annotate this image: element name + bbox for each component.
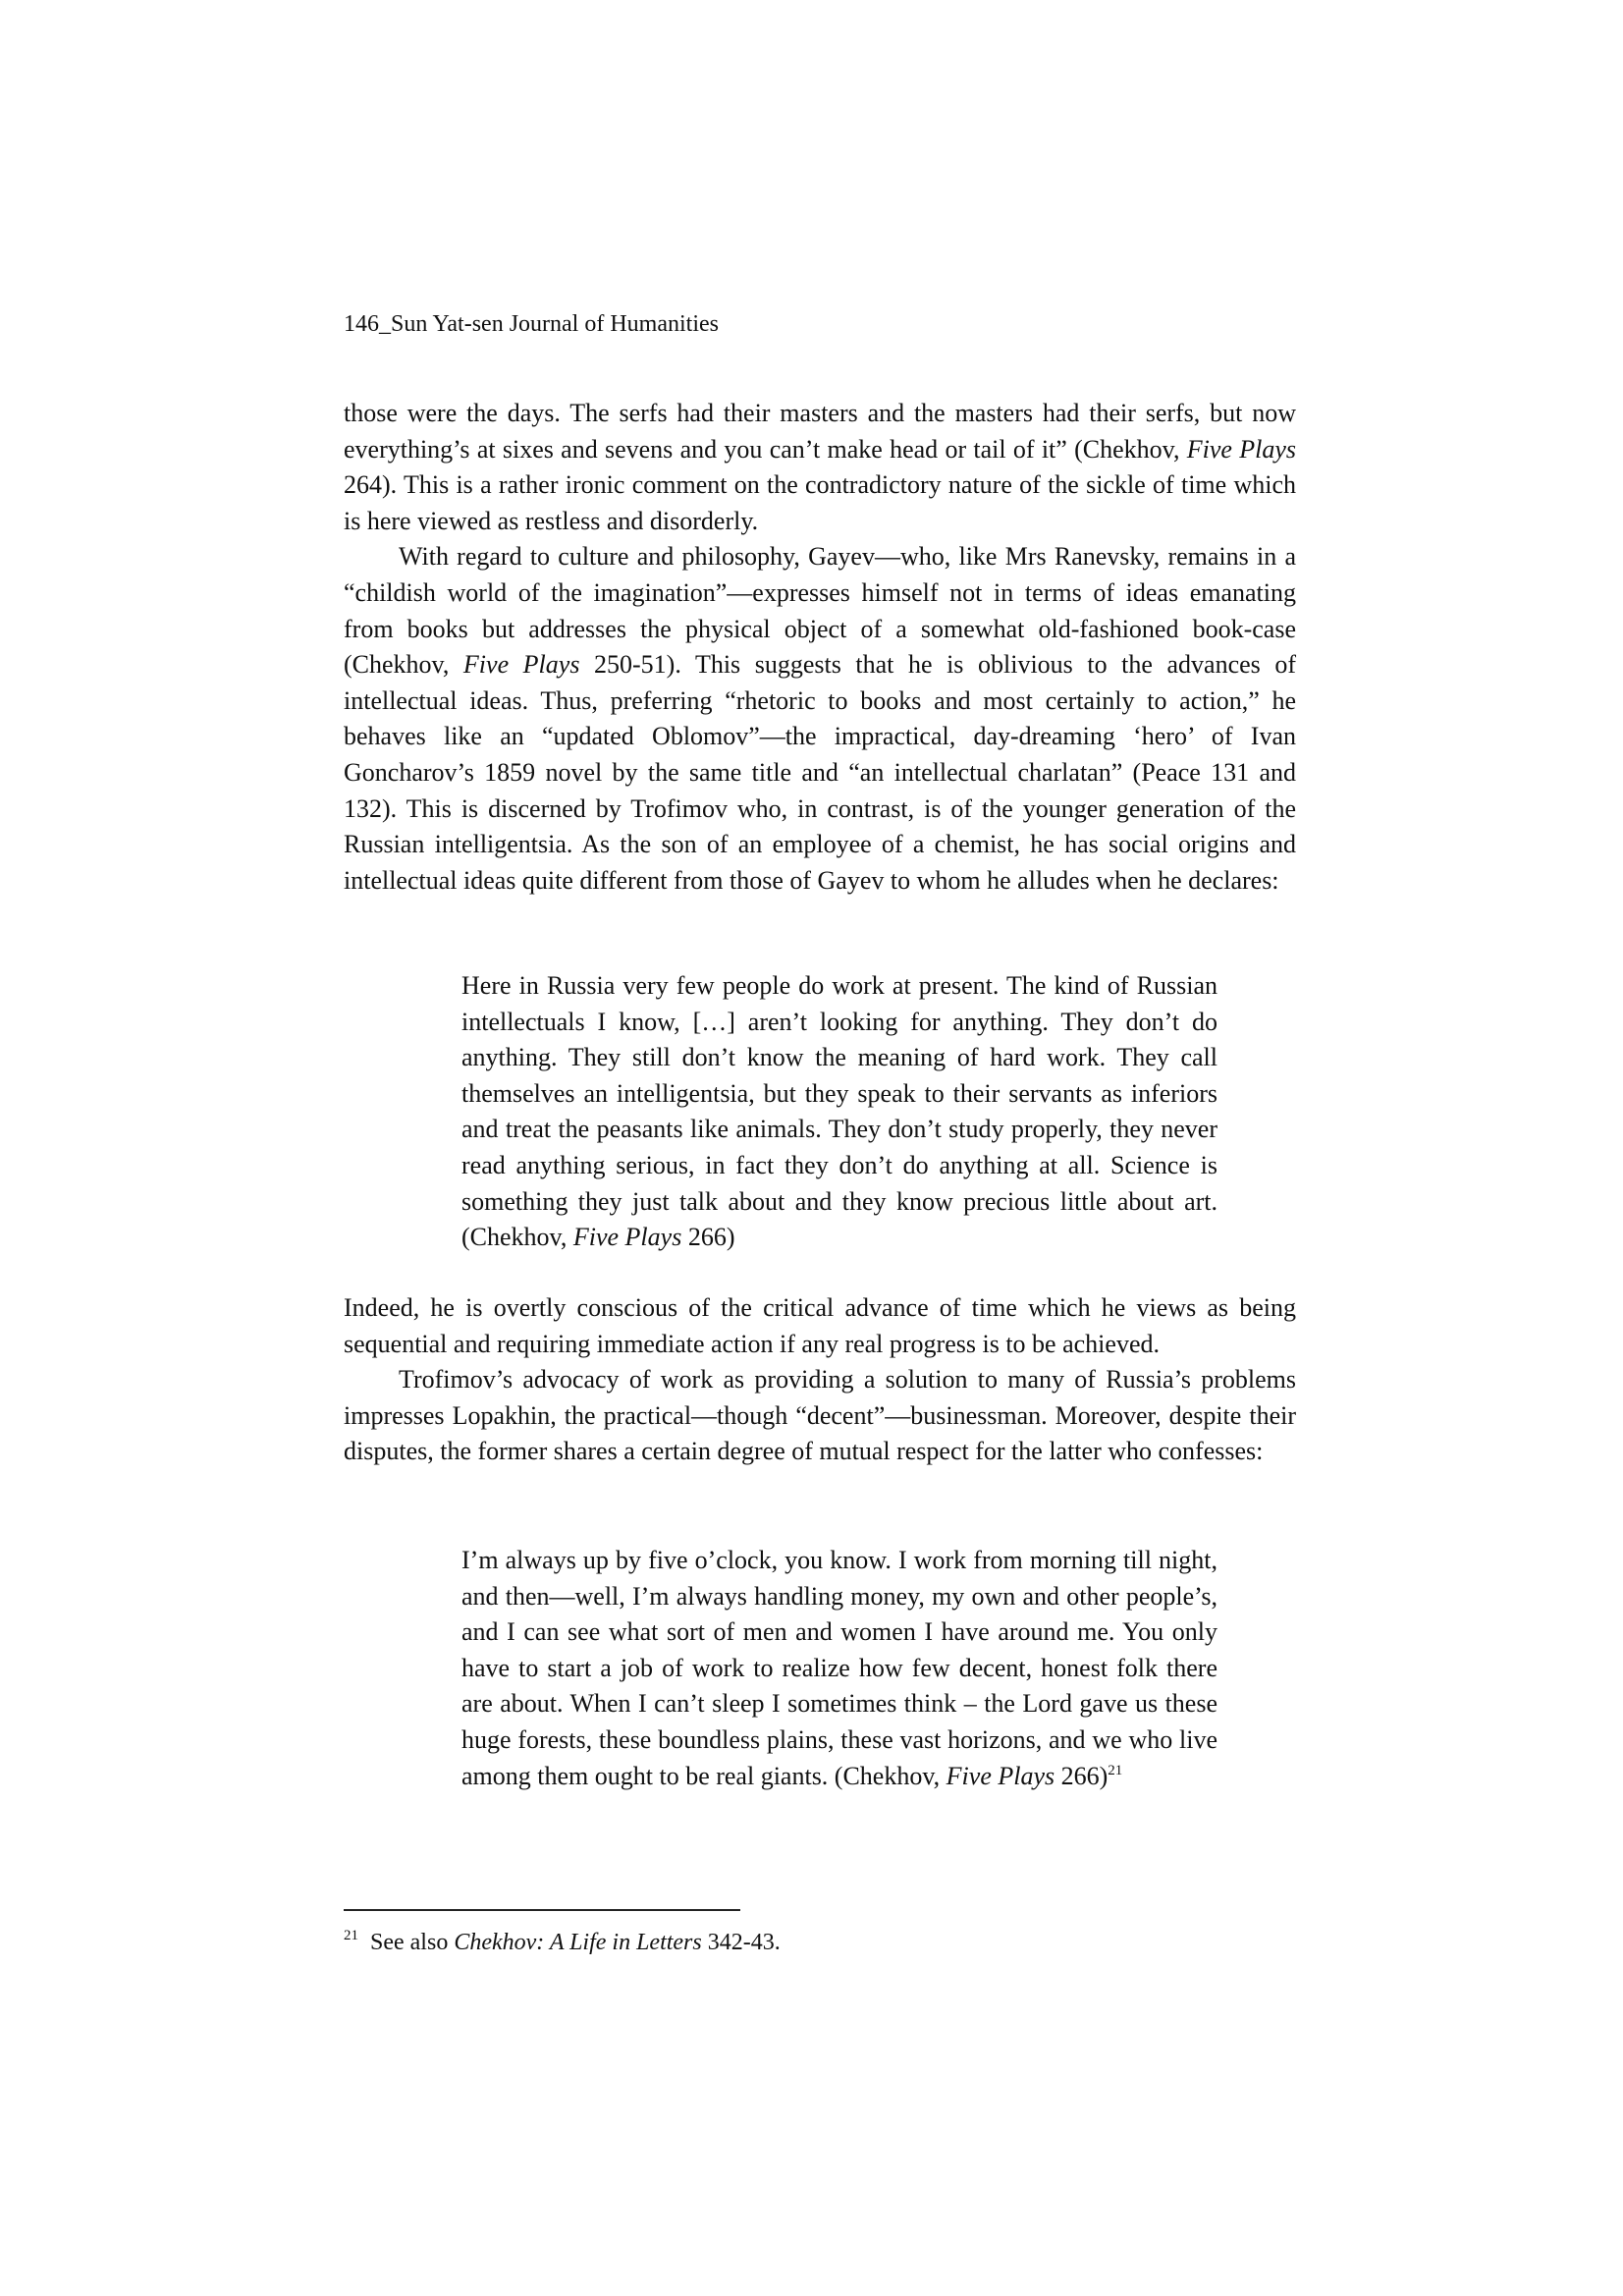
footnote-number: 21 — [344, 1928, 358, 1943]
paragraph-4: Trofimov’s advocacy of work as providing a solution to many of Russia’s problems impresses Lopakhin, the practical—though “decent”—businessman. Moreover, despite their disputes, the former shares a certain degree of mutual respect for the latter who confesses: — [344, 1365, 1296, 1466]
paragraph-1-text-b: 264). This is a rather ironic comment on the contradictory nature of the sickle of time which is here viewed as restless and disorderly. — [344, 470, 1296, 535]
footnote-book-title: Chekhov: A Life in Letters — [454, 1930, 702, 1955]
block-quote-2 — [461, 1543, 1217, 1794]
footnote-reference: 21 — [1108, 1762, 1123, 1778]
book-title: Five Plays — [946, 1761, 1055, 1790]
footnote-text-a: See also — [370, 1930, 455, 1955]
footnote-text-b: 342-43. — [701, 1930, 781, 1955]
paragraph-1 — [344, 396, 1296, 539]
body-text-top — [344, 396, 1296, 899]
body-text-middle — [344, 1290, 1296, 1470]
block-quote-2-text-a: I’m always up by five o’clock, you know. I work from morning till night, and then—well, I’m always handling money, my own and other people’s, and I can see what sort of men and women I have around me. You only have to start a job of work to realize how few decent, honest folk there are about. When I can’t sleep I sometimes think – the Lord gave us these huge forests, these boundless plains, these vast horizons, and we who live among them ought to be real giants. (Chekhov, — [461, 1546, 1217, 1790]
book-title: Five Plays — [462, 650, 580, 680]
book-title: Five Plays — [1186, 434, 1297, 464]
block-quote-2-text-b: 266) — [1055, 1761, 1109, 1790]
running-header: 146_Sun Yat-sen Journal of Humanities — [344, 311, 719, 337]
paragraph-2-text-b: 250-51). This suggests that he is oblivious to the advances of intellectual ideas. Thus, preferring “rhetoric to books and most certainly to action,” he behaves like an “updated Oblomov”—the impractical, day-dreaming ‘hero’ of Ivan Goncharov’s 1859 novel by the same title and “an intellectual charlatan” (Peace 131 and 132). This is discerned by Trofimov who, in contrast, is of the younger generation of the Russian intelligentsia. As the son of an employee of a chemist, he has social origins and intellectual ideas quite different from those of Gayev to whom he alludes when he declares: — [344, 650, 1296, 895]
paragraph-1-text-a: those were the days. The serfs had their masters and the masters had their serfs, but now everything’s at sixes and sevens and you can’t make head or tail of it” (Chekhov, — [344, 399, 1296, 464]
footnote-separator — [344, 1909, 740, 1911]
block-quote-1-text-b: 266) — [681, 1223, 735, 1252]
block-quote-1 — [461, 968, 1217, 1256]
paragraph-2-text-a: With regard to culture and philosophy, Gayev—who, like Mrs Ranevsky, remains in a “childish world of the imagination”—expresses himself not in terms of ideas emanating from books but addresses the physical object of a somewhat old-fashioned book-case (Chekhov, — [344, 542, 1296, 680]
paragraph-2 — [344, 539, 1296, 899]
book-title: Five Plays — [572, 1223, 682, 1252]
paragraph-3: Indeed, he is overtly conscious of the critical advance of time which he views as being sequential and requiring immediate action if any real progress is to be achieved. — [344, 1293, 1296, 1358]
footnote — [344, 1927, 781, 1958]
block-quote-1-text-a: Here in Russia very few people do work at present. The kind of Russian intellectuals I know, […] aren’t looking for anything. They don’t do anything. They still don’t know the meaning of hard work. They call themselves an intelligentsia, but they speak to their servants as inferiors and treat the peasants like animals. They don’t study properly, they never read anything serious, in fact they don’t do anything at all. Science is something they just talk about and they know precious little about art. (Chekhov, — [461, 971, 1217, 1252]
